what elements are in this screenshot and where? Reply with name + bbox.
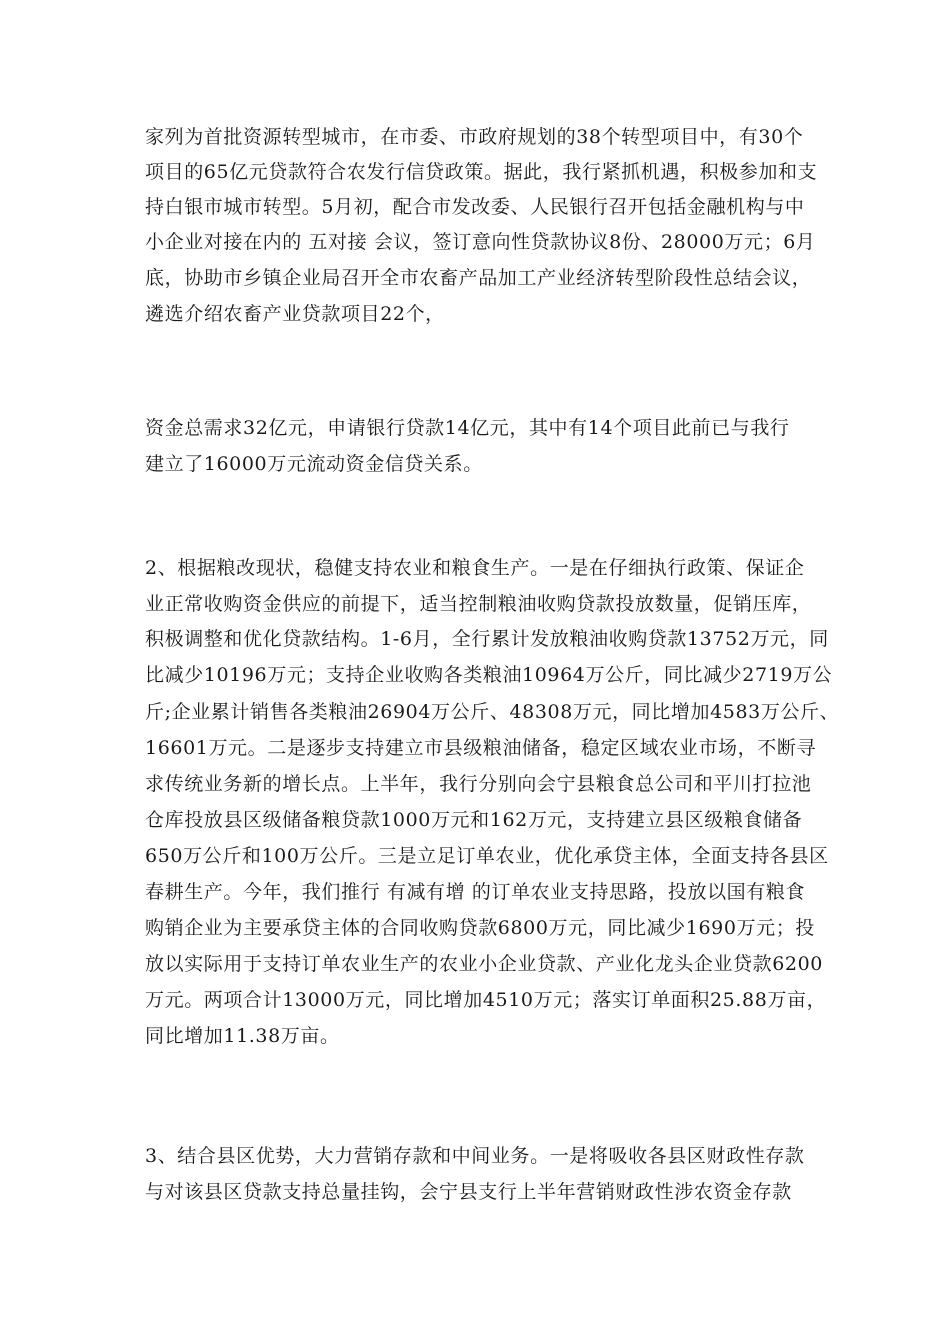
text-line: 16601万元。二是逐步支持建立市县级粮油储备，稳定区域农业市场，不断寻 — [145, 737, 817, 759]
text-line: 春耕生产。今年，我们推行 有减有增 的订单农业支持思路，投放以国有粮食 — [145, 881, 806, 903]
text-line: 2、根据粮改现状，稳健支持农业和粮食生产。一是在仔细执行政策、保证企 — [145, 557, 805, 579]
text-line: 比减少10196万元；支持企业收购各类粮油10964万公斤，同比减少2719万公 — [145, 664, 833, 686]
text-line: 遴选介绍农畜产业贷款项目22个， — [145, 303, 445, 325]
text-line: 业正常收购资金供应的前提下，适当控制粮油收购贷款投放数量，促销压库， — [145, 593, 812, 615]
text-line: 放以实际用于支持订单农业生产的农业小企业贷款、产业化龙头企业贷款6200 — [145, 953, 823, 975]
text-line: 仓库投放县区级储备粮贷款1000万元和162万元，支持建立县区级粮食储备 — [145, 809, 803, 831]
text-line: 底，协助市乡镇企业局召开全市农畜产品加工产业经济转型阶段性总结会议， — [145, 267, 812, 289]
text-line: 求传统业务新的增长点。上半年，我行分别向会宁县粮食总公司和平川打拉池 — [145, 773, 812, 795]
text-line: 同比增加11.38万亩。 — [145, 1025, 340, 1047]
text-line: 小企业对接在内的 五对接 会议，签订意向性贷款协议8份、28000万元；6月 — [145, 231, 816, 253]
text-line: 积极调整和优化贷款结构。1-6月，全行累计发放粮油收购贷款13752万元，同 — [145, 628, 829, 650]
text-line: 购销企业为主要承贷主体的合同收购贷款6800万元，同比减少1690万元；投 — [145, 917, 815, 939]
text-line: 建立了16000万元流动资金信贷关系。 — [145, 453, 483, 475]
text-line: 万元。两项合计13000万元，同比增加4510万元；落实订单面积25.88万亩， — [145, 989, 827, 1011]
text-line: 家列为首批资源转型城市，在市委、市政府规划的38个转型项目中，有30个 — [145, 126, 804, 148]
text-line: 与对该县区贷款支持总量挂钩，会宁县支行上半年营销财政性涉农资金存款 — [145, 1181, 792, 1203]
text-line: 项目的65亿元贷款符合农发行信贷政策。据此，我行紧抓机遇，积极参加和支 — [145, 161, 818, 183]
text-line: 3、结合县区优势，大力营销存款和中间业务。一是将吸收各县区财政性存款 — [145, 1145, 805, 1167]
text-line: 资金总需求32亿元，申请银行贷款14亿元，其中有14个项目此前已与我行 — [145, 417, 790, 439]
text-line: 持白银市城市转型。5月初，配合市发改委、人民银行召开包括金融机构与中 — [145, 196, 805, 218]
text-line: 650万公斤和100万公斤。三是立足订单农业，优化承贷主体，全面支持各县区 — [145, 845, 829, 867]
text-line: 斤;企业累计销售各类粮油26904万公斤、48308万元，同比增加4583万公斤、 — [145, 701, 840, 723]
